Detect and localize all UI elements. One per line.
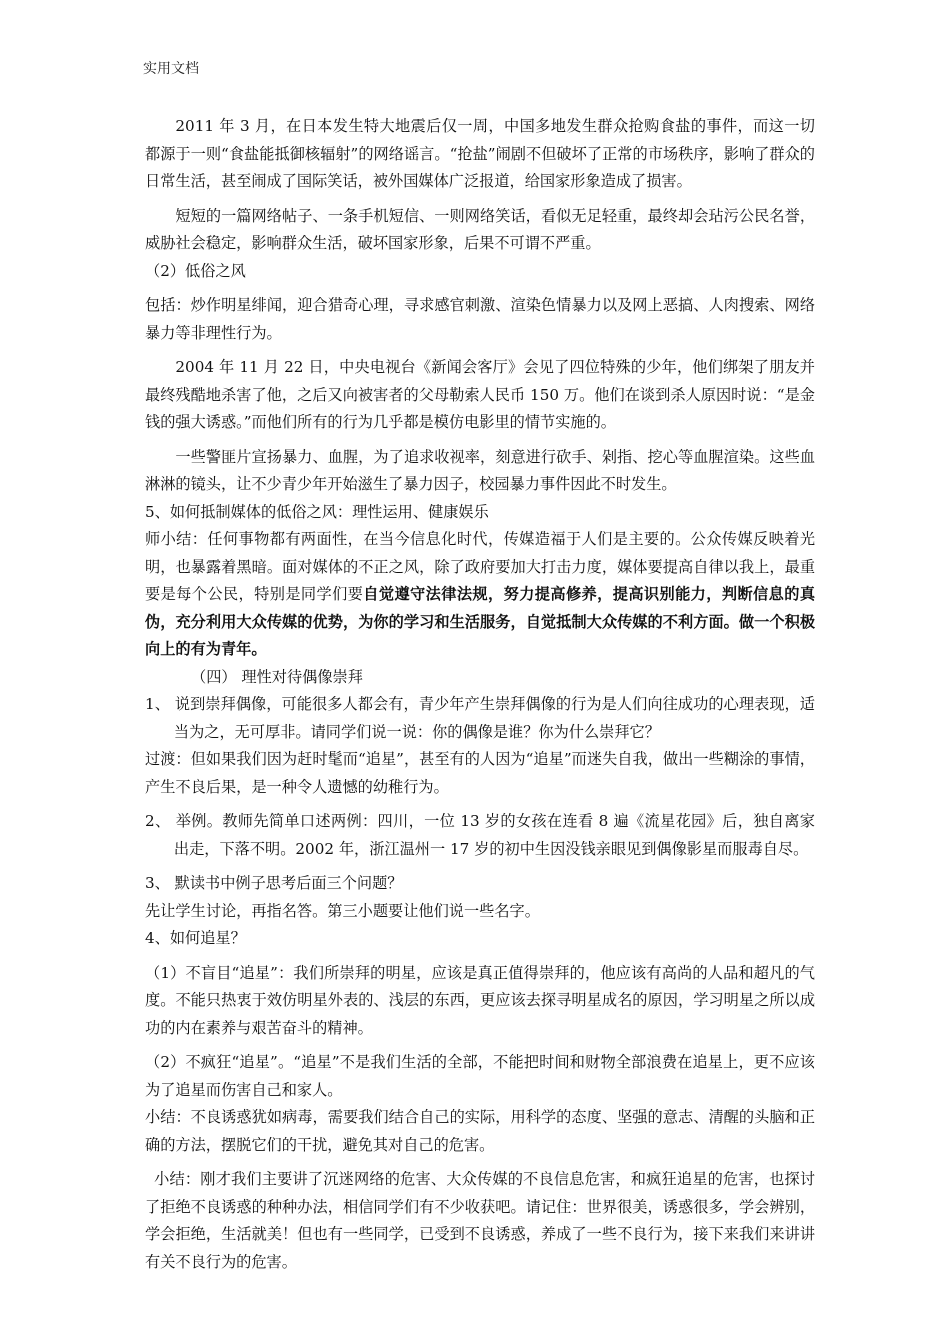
list-item-2: 2、 举例。教师先简单口述两例：四川，一位 13 岁的女孩在连看 8 遍《流星花园》后，独自离家出走，下落不明。2002 年，浙江温州一 17 岁的初中生因没钱亲眼见到偶像影星而服毒自尽。 xyxy=(145,812,815,858)
paragraph-kidnap-case: 2004 年 11 月 22 日，中央电视台《新闻会客厅》会见了四位特殊的少年，他们绑架了朋友并最终残酷地杀害了他，之后又向被害者的父母勒索人民币 150 万。他们在谈到杀人原因时说：“是金钱的强大诱惑。”而他们所有的行为几乎都是模仿电影里的情节实施的。 xyxy=(145,358,815,431)
heading-vulgar-trend: （2）低俗之风 xyxy=(145,261,246,280)
list-item-3: 3、 默读书中例子思考后面三个问题？ xyxy=(145,874,403,892)
paragraph-summary-virus: 小结：不良诱惑犹如病毒，需要我们结合自己的实际，用科学的态度、坚强的意志、清醒的头脑和正确的方法，摆脱它们的干扰，避免其对自己的危害。 xyxy=(145,1108,815,1154)
summary-text: 师小结：任何事物都有两面性，在当今信息化时代，传媒造福于人们是主要的。公众传媒反映着光明，也暴露着黑暗。面对媒体的不正之风，除了政府要加大打击力度，媒体要提高自律以我上，最重要是每个公民，特别是同学们要 xyxy=(145,530,815,603)
paragraph-not-crazy: （2）不疯狂“追星”。“追星”不是我们生活的全部，不能把时间和财物全部浪费在追星上，更不应该为了追星而伤害自己和家人。 xyxy=(145,1053,815,1099)
list-item-4: 4、如何追星？ xyxy=(145,929,246,947)
paragraph-transition: 过渡：但如果我们因为赶时髦而“追星”，甚至有的人因为“追星”而迷失自我，做出一些糊涂的事情，产生不良后果，是一种令人遗憾的幼稚行为。 xyxy=(145,750,815,796)
page-header: 实用文档 xyxy=(143,61,199,77)
paragraph-vulgar-includes: 包括：炒作明星绯闻，迎合猎奇心理，寻求感官刺激、渲染色情暴力以及网上恶搞、人肉搜索、网络暴力等非理性行为。 xyxy=(145,296,815,342)
heading-idol-worship: （四） 理性对待偶像崇拜 xyxy=(191,667,363,686)
list-item-1: 1、 说到崇拜偶像，可能很多人都会有，青少年产生崇拜偶像的行为是人们向往成功的心理表现，适当为之，无可厚非。请同学们说一说：你的偶像是谁？你为什么崇拜它？ xyxy=(145,695,815,741)
paragraph-final-summary: 小结：刚才我们主要讲了沉迷网络的危害、大众传媒的不良信息危害，和疯狂追星的危害，也探讨了拒绝不良诱惑的种种办法，相信同学们有不少收获吧。请记住：世界很美，诱惑很多，学会辨别，学会拒绝，生活就美！但也有一些同学，已受到不良诱惑，养成了一些不良行为，接下来我们来讲讲有关不良行为的危害。 xyxy=(145,1170,815,1271)
paragraph-rumor-summary: 短短的一篇网络帖子、一条手机短信、一则网络笑话，看似无足轻重，最终却会玷污公民名誉，威胁社会稳定，影响群众生活，破坏国家形象，后果不可谓不严重。 xyxy=(145,206,815,252)
paragraph-teacher-summary xyxy=(145,526,815,664)
paragraph-violent-films: 一些警匪片宣扬暴力、血腥，为了追求收视率，刻意进行砍手、剁指、挖心等血腥渲染。这些血淋淋的镜头，让不少青少年开始滋生了暴力因子，校园暴力事件因此不时发生。 xyxy=(145,447,815,493)
document-body xyxy=(145,113,815,1276)
heading-resist-vulgar: 5、如何抵制媒体的低俗之风：理性运用、健康娱乐 xyxy=(145,502,489,521)
paragraph-discussion: 先让学生讨论，再指名答。第三小题要让他们说一些名字。 xyxy=(145,901,540,920)
summary-bold-text: 自觉遵守法律法规，努力提高修养，提高识别能力，判断信息的真伪，充分利用大众传媒的优势，为你的学习和生活服务，自觉抵制大众传媒的不利方面。做一个积极向上的有为青年。 xyxy=(145,585,816,658)
paragraph-not-blind: （1）不盲目“追星”：我们所崇拜的明星，应该是真正值得崇拜的，他应该有高尚的人品和超凡的气度。不能只热衷于效仿明星外表的、浅层的东西，更应该去探寻明星成名的原因，学习明星之所以成功的内在素养与艰苦奋斗的精神。 xyxy=(145,963,815,1037)
paragraph-salt-rumor: 2011 年 3 月，在日本发生特大地震后仅一周，中国多地发生群众抢购食盐的事件，而这一切都源于一则“食盐能抵御核辐射”的网络谣言。“抢盐”闹剧不但破坏了正常的市场秩序，影响了群众的日常生活，甚至闹成了国际笑话，被外国媒体广泛报道，给国家形象造成了损害。 xyxy=(145,117,815,190)
